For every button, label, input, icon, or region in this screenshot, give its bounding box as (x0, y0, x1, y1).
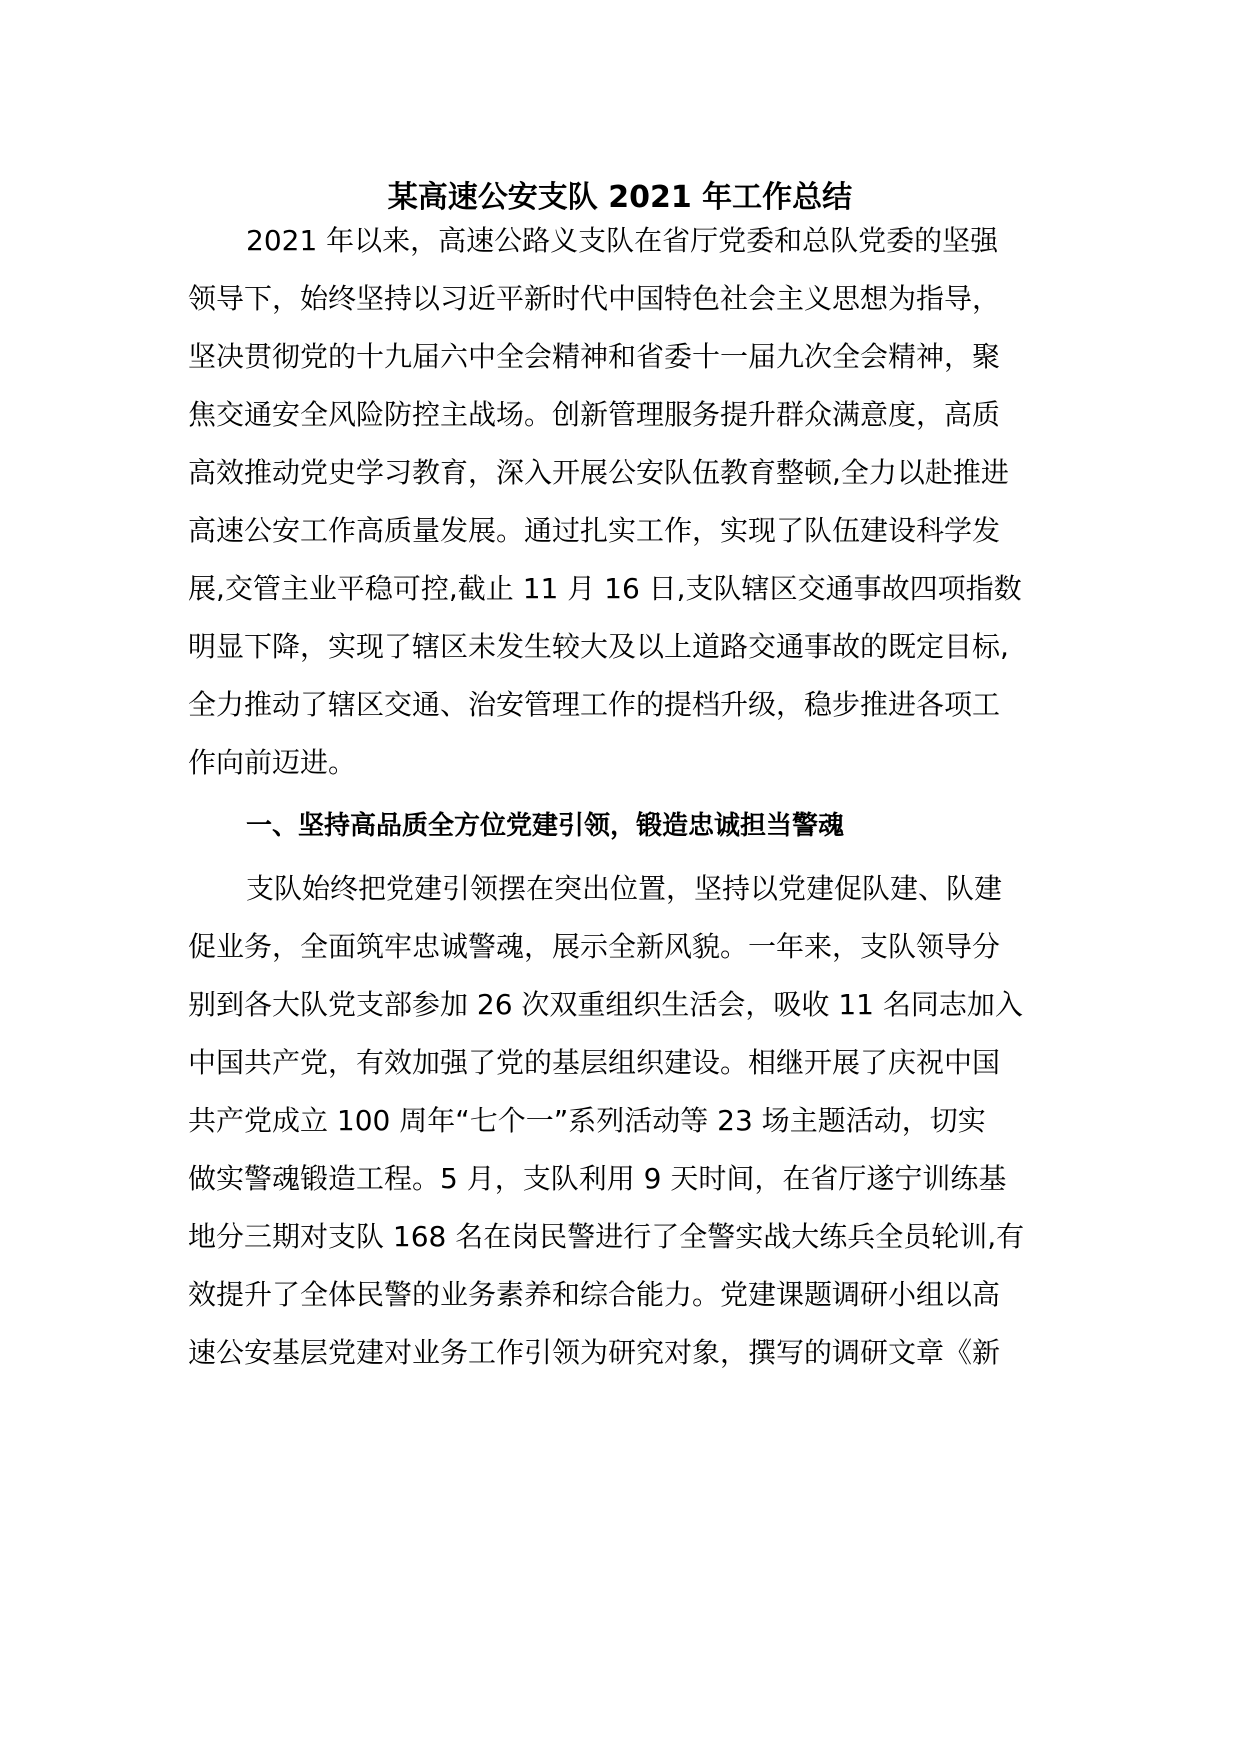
intro-line-7: 展,交管主业平稳可控,截止 11 月 16 日,支队辖区交通事故四项指数 (188, 572, 1022, 605)
intro-line-3: 坚决贯彻党的十九届六中全会精神和省委十一届九次全会精神，聚 (188, 340, 1001, 373)
section-1-line-6: 做实警魂锻造工程。5 月，支队利用 9 天时间，在省厅遂宁训练基 (188, 1162, 1007, 1195)
section-1-line-4: 中国共产党，有效加强了党的基层组织建设。相继开展了庆祝中国 (188, 1046, 1001, 1079)
section-1-line-3: 别到各大队党支部参加 26 次双重组织生活会，吸收 11 名同志加入 (188, 988, 1023, 1021)
section-1-line-2: 促业务，全面筑牢忠诚警魂，展示全新风貌。一年来，支队领导分 (188, 930, 1001, 963)
section-1-line-8: 效提升了全体民警的业务素养和综合能力。党建课题调研小组以高 (188, 1278, 1001, 1311)
document-title: 某高速公安支队 2021 年工作总结 (387, 180, 853, 215)
section-1-line-5: 共产党成立 100 周年“七个一”系列活动等 23 场主题活动，切实 (188, 1104, 986, 1137)
intro-line-8: 明显下降，实现了辖区未发生较大及以上道路交通事故的既定目标, (188, 630, 1009, 663)
section-1-line-7: 地分三期对支队 168 名在岗民警进行了全警实战大练兵全员轮训,有 (188, 1220, 1025, 1253)
section-1-heading: 一、坚持高品质全方位党建引领，锻造忠诚担当警魂 (246, 811, 845, 841)
intro-line-2: 领导下，始终坚持以习近平新时代中国特色社会主义思想为指导， (188, 282, 1001, 315)
intro-line-9: 全力推动了辖区交通、治安管理工作的提档升级，稳步推进各项工 (188, 688, 1001, 721)
intro-line-10: 作向前迈进。 (188, 746, 357, 779)
section-1-line-1: 支队始终把党建引领摆在突出位置，坚持以党建促队建、队建 (246, 872, 1003, 905)
intro-line-5: 高效推动党史学习教育，深入开展公安队伍教育整顿,全力以赴推进 (188, 456, 1009, 489)
section-1-line-9: 速公安基层党建对业务工作引领为研究对象，撰写的调研文章《新 (188, 1336, 1001, 1369)
intro-line-1: 2021 年以来，高速公路义支队在省厅党委和总队党委的坚强 (246, 224, 999, 257)
intro-line-4: 焦交通安全风险防控主战场。创新管理服务提升群众满意度，高质 (188, 398, 1001, 431)
intro-line-6: 高速公安工作高质量发展。通过扎实工作，实现了队伍建设科学发 (188, 514, 1001, 547)
